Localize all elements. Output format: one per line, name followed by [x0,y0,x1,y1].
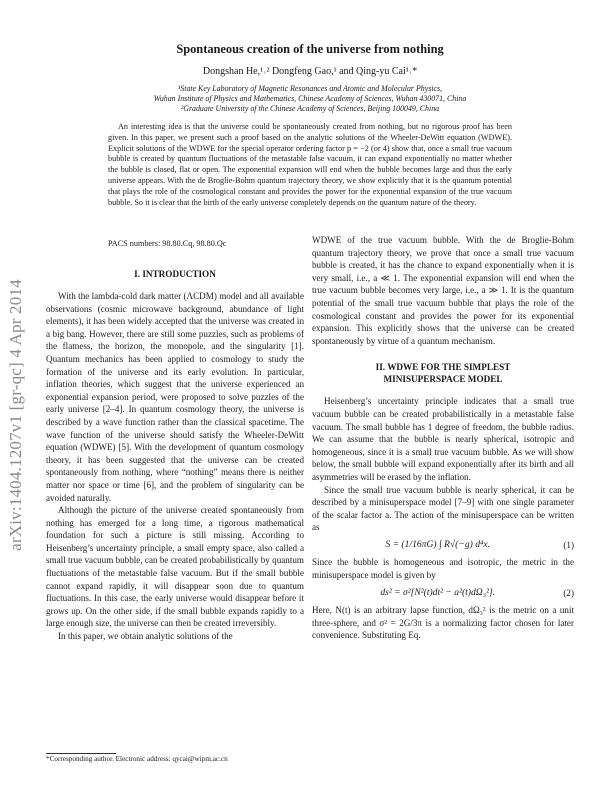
section-heading-introduction: I. INTRODUCTION [134,269,216,279]
arxiv-identifier-text: arXiv:1404.1207v1 [gr-qc] 4 Apr 2014 [6,279,25,551]
section-heading-wdwe-line1: II. WDWE FOR THE SIMPLEST [375,362,511,373]
intro-paragraph-3: In this paper, we obtain analytic solutions of the [58,631,233,642]
equation-2-expression: ds² = σ²[N²(t)dt² − a²(t)dΩ₃²]. [380,586,496,598]
section2-paragraph-4: Here, N(t) is an arbitrary lapse function, dΩ₃² is the metric on a unit three-sphere, and σ² = 2G/3π is a normalizing factor chosen for later convenience. Substituting Eq. [312,605,574,641]
equation-1-number: (1) [563,539,574,550]
section-heading-wdwe-line2: MINISUPERSPACE MODEL [383,374,503,385]
section2-paragraph-1: Heisenberg’s uncertainty principle indicates that a small true vacuum bubble can be created probabilistically in a metastable false vacuum. The small bubble has 1 degree of freedom, the bubble radius. We can assume that the bubble is nearly spherical, isotropic and homogeneous, since it is a small true vacuum bubble. As we will show below, the small bubble will expand exponentially after its birth and all asymmetries will be erased by the inflation. [312,396,574,482]
affiliation-line-1: ¹State Key Laboratory of Magnetic Resonances and Atomic and Molecular Physics, [177,84,443,93]
equation-1-expression: S = (1/16πG) ∫ R√(−g) d⁴x. [385,538,491,550]
pacs-numbers: PACS numbers: 98.80.Cq, 98.80.Qc [108,239,227,248]
paper-title: Spontaneous creation of the universe from nothing [176,42,444,56]
affiliation-line-3: ²Graduate University of the Chinese Academy of Sciences, Beijing 100049, China [180,104,440,113]
left-column [46,268,304,643]
footnote-divider [46,753,116,754]
author-list: Dongshan He,¹˒² Dongfeng Gao,¹ and Qing-yu Cai¹˒* [202,66,418,77]
right-column [312,234,574,642]
affiliation-line-2: Wuhan Institute of Physics and Mathematics, Chinese Academy of Sciences, Wuhan 430071, China [153,94,467,103]
section2-paragraph-2: Since the small true vacuum bubble is nearly spherical, it can be described by a minisuperspace model [7–9] with one single parameter of the scalar factor a. The action of the minisuperspace can be written as [312,484,574,533]
intro-paragraph-1: With the lambda-cold dark matter (ΛCDM) model and all available observations (cosmic microwave background, abundance of light elements), it has been widely accepted that the universe was created in a big bang. However, there are still some puzzles, such as problems of the flatness, the horizon, the monopole, and the singularity [1]. Quantum mechanics has been applied to cosmology to study the formation of the universe and its early evolution. In particular, inflation theories, which suggest that the universe experienced an exponential expansion period, were proposed to solve puzzles of the early universe [2–4]. In quantum cosmology theory, the universe is described by a wave function rather than the classical spacetime. The wave function of the universe should satisfy the Wheeler-DeWitt equation (WDWE) [5]. With the development of quantum cosmology theory, it has been suggested that the universe can be created spontaneously from nothing, where “nothing” means there is neither matter nor space or time [6], and the problem of singularity can be avoided naturally. [46,291,304,503]
equation-2 [312,587,574,600]
abstract: An interesting idea is that the universe could be spontaneously created from nothing, but no rigorous proof has been given. In this paper, we present such a proof based on the analytic solutions of the Wheeler-DeWitt equation (WDWE). Explicit solutions of the WDWE for the special operator ordering factor p = −2 (or 4) show that, once a small true vacuum bubble is created by quantum fluctuations of the metastable false vacuum, it can expand exponentially no matter whether the bubble is closed, flat or open. The exponential expansion will end when the bubble becomes large and thus the early universe appears. With the de Broglie-Bohm quantum trajectory theory, we show explicitly that it is the quantum potential that plays the role of the cosmological constant and provides the power for the exponential expansion of the true vacuum bubble. So it is clear that the birth of the early universe completely depends on the quantum nature of the theory. [108,122,512,207]
section-heading-wdwe [312,361,574,385]
equation-2-number: (2) [563,587,574,598]
corresponding-author-footnote: *Corresponding author. Electronic address: qycai@wipm.ac.cn [46,755,228,763]
arxiv-identifier-stamp [4,230,28,600]
intro-continuation-paragraph: WDWE of the true vacuum bubble. With the de Broglie-Bohm quantum trajectory theory, we prove that once a small true vacuum bubble is created, it has the chance to expand exponentially when it is very small, i.e., a ≪ 1. The exponential expansion will end when the true vacuum bubble becomes very large, i.e., a ≫ 1. It is the quantum potential of the small true vacuum bubble that plays the role of the cosmological constant and provides the power for its exponential expansion. This explicitly shows that the universe can be created spontaneously by virtue of a quantum mechanism. [312,235,574,346]
equation-1 [312,539,574,552]
intro-paragraph-2: Although the picture of the universe created spontaneously from nothing has emerged for a long time, a rigorous mathematical foundation for such a picture is still missing. According to Heisenberg’s uncertainty principle, a small empty space, also called a small true vacuum bubble, can be created probabilistically by quantum fluctuations of the metastable false vacuum. But if the small bubble cannot expand rapidly, it will disappear soon due to quantum fluctuations. In this case, the early universe would disappear before it grows up. On the other side, if the small bubble expands rapidly to a large enough size, the universe can then be created irreversibly. [46,505,304,629]
section2-paragraph-3: Since the bubble is homogeneous and isotropic, the metric in the minisuperspace model is given by [312,557,574,581]
